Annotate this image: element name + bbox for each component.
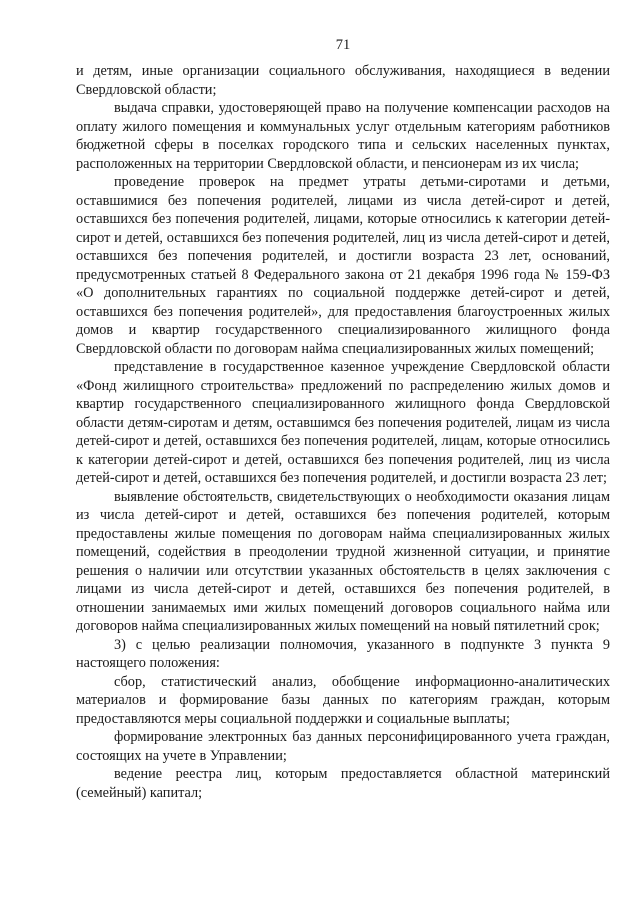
paragraph-circumstances-identification: выявление обстоятельств, свидетельствующих о необходимости оказания лицам из числа детей-сирот и детей, оставшихся без попечения родителей, которым предоставлены жилые помещения по договорам найма специализированных жилых помещений, содействия в преодолении трудной жизненной ситуации, и принятие решения о наличии или отсутствии указанных обстоятельств в целях заключения с лицами из числа детей-сирот и детей, оставшихся без попечения родителей, в отношении занимаемых ими жилых помещений договоров социального найма или договоров найма специализированных жилых помещений на новый пятилетний срок; <box>76 488 610 634</box>
paragraph-electronic-databases: формирование электронных баз данных персонифицированного учета граждан, состоящих на учете в Управлении; <box>76 729 610 764</box>
page-number: 71 <box>335 37 351 53</box>
paragraph-verification-checks: проведение проверок на предмет утраты детьми-сиротами и детьми, оставшимися без попечения родителей, лицами из числа детей-сирот и детей, оставшихся без попечения родителей, лицами, которые относились к категории детей-сирот и детей, оставшихся без попечения родителей, лиц из числа детей-сирот и детей, оставшихся без попечения родителей, и достигли возраста 23 лет, оснований, предусмотренных статьей 8 Федерального закона от 21 декабря 1996 года № 159-ФЗ «О дополнительных гарантиях по социальной поддержке детей-сирот и детей, оставшихся без попечения родителей», для предоставления благоустроенных жилых домов и квартир государственного специализированного жилищного фонда Свердловской области по договорам найма специализированных жилых помещений; <box>76 174 610 357</box>
document-body <box>76 62 610 802</box>
paragraph-continuation: и детям, иные организации социального обслуживания, находящиеся в ведении Свердловской области; <box>76 63 610 98</box>
paragraph-compensation-certificate: выдача справки, удостоверяющей право на получение компенсации расходов на оплату жилого помещения и коммунальных услуг отдельным категориям работников бюджетной сферы в поселках городского типа и сельских населенных пунктах, расположенных на территории Свердловской области, и пенсионерам из их числа; <box>76 100 610 172</box>
paragraph-data-collection: сбор, статистический анализ, обобщение информационно-аналитических материалов и формирование базы данных по категориям граждан, которым предоставляются меры социальной поддержки и социальные выплаты; <box>76 673 610 727</box>
paragraph-registry: ведение реестра лиц, которым предоставляется областной материнский (семейный) капитал; <box>76 766 610 801</box>
paragraph-subclause-3: 3) с целью реализации полномочия, указанного в подпункте 3 пункта 9 настоящего положения: <box>76 636 610 671</box>
paragraph-housing-fund-proposals: представление в государственное казенное учреждение Свердловской области «Фонд жилищного строительства» предложений по распределению жилых домов и квартир государственного специализированного жилищного фонда Свердловской области детям-сиротам и детям, оставшимся без попечения родителей, лицам из числа детей-сирот и детей, оставшихся без попечения родителей, лицам, которые относились к категории детей-сирот и детей, оставшихся без попечения родителей, лиц из числа детей-сирот и детей, оставшихся без попечения родителей, и достигли возраста 23 лет; <box>76 359 610 486</box>
